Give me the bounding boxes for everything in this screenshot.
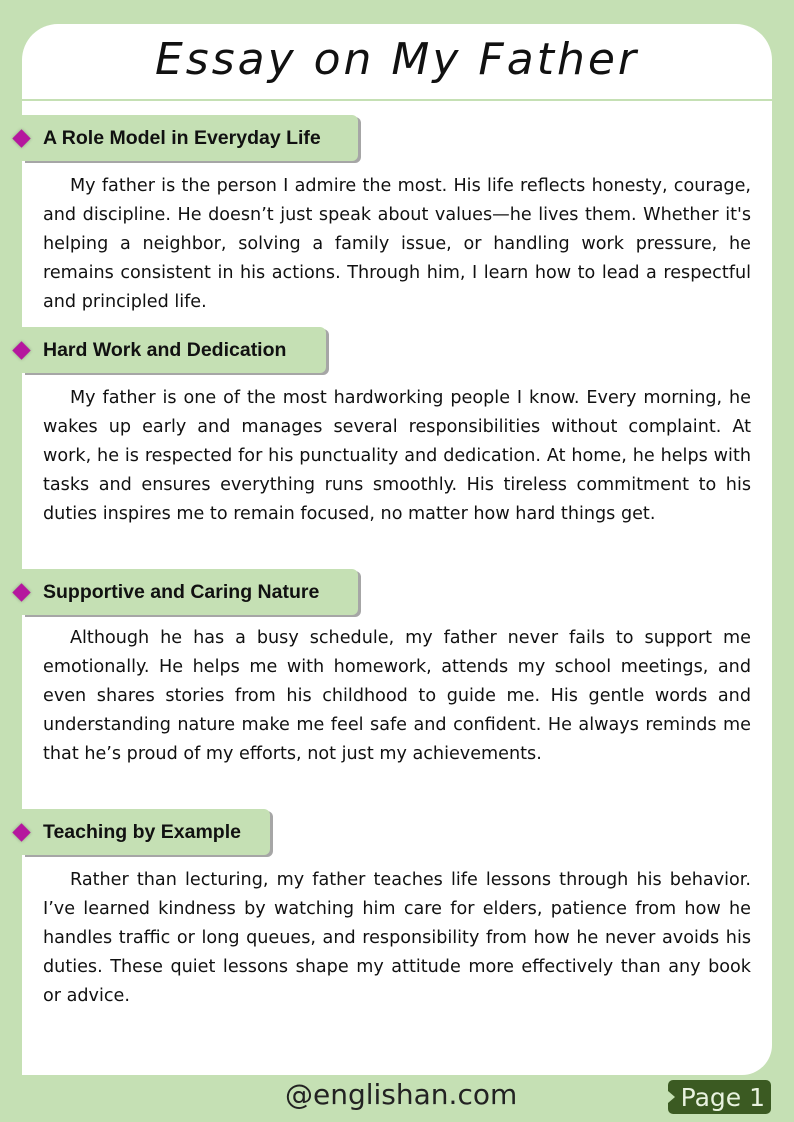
- section-paragraph: My father is the person I admire the most. His life reflects honesty, courage, and discipline. He doesn’t just speak about values—he lives them. Whether it's helping a neighbor, solving a family issue, or handling work pressure, he remains consistent in his actions. Through him, I learn how to lead a respectful and principled life.: [43, 176, 751, 312]
- title-divider: [22, 99, 772, 101]
- section-heading-role-model: [22, 115, 358, 161]
- heading-text: A Role Model in Everyday Life: [43, 126, 321, 149]
- diamond-bullet-icon: [12, 341, 30, 359]
- heading-text: Teaching by Example: [43, 820, 241, 843]
- section-heading-supportive: [22, 569, 358, 615]
- diamond-bullet-icon: [12, 583, 30, 601]
- page-number-badge: [668, 1080, 771, 1114]
- section-paragraph: My father is one of the most hardworking people I know. Every morning, he wakes up early and manages several responsibilities without complaint. At work, he is respected for his punctuality and dedication. At home, he helps with tasks and ensures everything runs smoothly. His tireless commitment to his duties inspires me to remain focused, no matter how hard things get.: [43, 388, 751, 524]
- diamond-bullet-icon: [12, 823, 30, 841]
- website-label: @englishan.com: [285, 1078, 518, 1111]
- essay-card: [22, 24, 772, 1075]
- page-title: Essay on My Father: [155, 34, 639, 85]
- page-number: Page 1: [680, 1082, 765, 1112]
- section-heading-hard-work: [22, 327, 326, 373]
- heading-text: Hard Work and Dedication: [43, 338, 287, 361]
- section-paragraph: Rather than lecturing, my father teaches life lessons through his behavior. I’ve learned kindness by watching him care for elders, patience from how he handles traffic or long queues, and responsibility from how he never avoids his duties. These quiet lessons shape my attitude more effectively than any book or advice.: [43, 870, 751, 1006]
- arrow-icon: [668, 1091, 675, 1103]
- heading-text: Supportive and Caring Nature: [43, 580, 320, 603]
- section-heading-teaching: [22, 809, 270, 855]
- section-paragraph: Although he has a busy schedule, my father never fails to support me emotionally. He helps me with homework, attends my school meetings, and even shares stories from his childhood to guide me. His gentle words and understanding nature make me feel safe and confident. He always reminds me that he’s proud of my efforts, not just my achievements.: [43, 628, 751, 764]
- diamond-bullet-icon: [12, 129, 30, 147]
